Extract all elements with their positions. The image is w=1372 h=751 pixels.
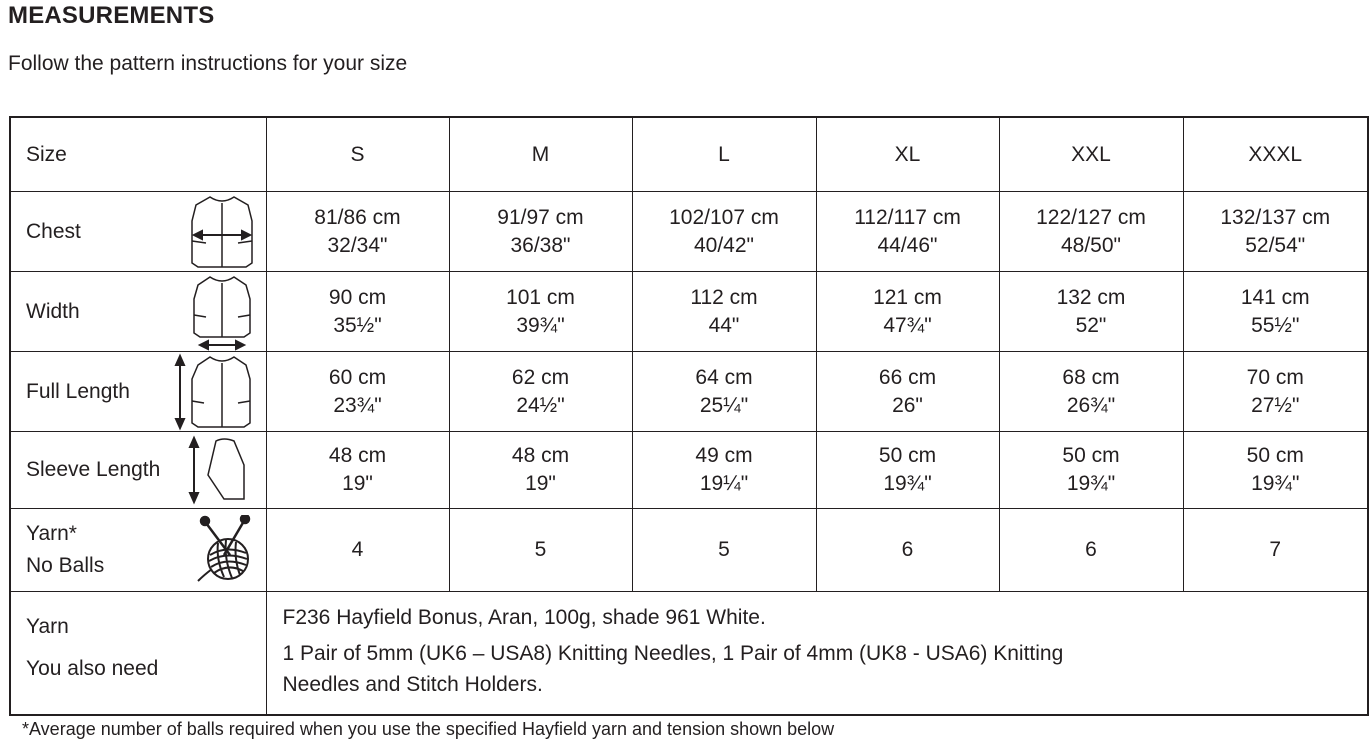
- chest-in: 36/38": [510, 233, 571, 257]
- sleeve-length-value-cell: [999, 432, 1183, 509]
- sleeve-length-in: 19¾": [883, 472, 932, 495]
- chest-cm: 102/107 cm: [669, 205, 779, 229]
- chest-cm: 112/117 cm: [854, 205, 961, 229]
- sleeve-length-in: 19": [525, 472, 556, 495]
- sleeve-length-in: 19¼": [699, 472, 749, 495]
- chest-cm: 91/97 cm: [497, 205, 584, 229]
- width-in: 35½": [333, 313, 382, 337]
- yarn-balls-label-cell: [10, 509, 266, 592]
- sleeve-length-label: Sleeve Length: [26, 458, 161, 481]
- sleeve-length-value-cell: [816, 432, 999, 509]
- full-length-value-cell: [816, 352, 999, 432]
- yarn-value: F236 Hayfield Bonus, Aran, 100g, shade 961 White.: [282, 606, 766, 629]
- yarn-balls-row: [10, 509, 1368, 592]
- width-value-cell: [999, 272, 1183, 352]
- width-value-cell: [266, 272, 449, 352]
- width-in: 47¾": [883, 313, 932, 337]
- chest-value-cell: [632, 192, 816, 272]
- width-in: 44": [708, 313, 740, 337]
- chest-cm: 81/86 cm: [314, 205, 401, 229]
- also-need-label: You also need: [26, 657, 159, 680]
- full-length-in: 26¾": [1066, 393, 1116, 417]
- sleeve-length-cm: 49 cm: [695, 444, 753, 467]
- size-header: XL: [816, 117, 999, 192]
- chest-label-cell: [10, 192, 266, 272]
- yarn-balls-value: 7: [1183, 509, 1368, 592]
- chest-value-cell: [816, 192, 999, 272]
- cardigan-length-icon: [172, 353, 256, 431]
- yarn-balls-value: 5: [632, 509, 816, 592]
- chest-in: 48/50": [1060, 233, 1121, 257]
- chest-in: 40/42": [693, 233, 754, 257]
- full-length-cm: 66 cm: [878, 365, 937, 389]
- size-label: Size: [10, 117, 266, 192]
- sleeve-length-label-cell: [10, 432, 266, 509]
- size-header: M: [449, 117, 632, 192]
- width-in: 39¾": [516, 313, 565, 337]
- size-header: S: [266, 117, 449, 192]
- width-cm: 90 cm: [328, 285, 387, 309]
- full-length-value-cell: [999, 352, 1183, 432]
- yarn-label: Yarn: [26, 615, 69, 638]
- yarn-details-label-cell: [10, 592, 266, 716]
- chest-in: 32/34": [327, 233, 388, 257]
- sleeve-length-cm: 50 cm: [1062, 444, 1120, 467]
- sleeve-length-cm: 50 cm: [1246, 444, 1304, 467]
- width-label: Width: [26, 299, 80, 323]
- chest-value-cell: [1183, 192, 1368, 272]
- sleeve-length-value-cell: [1183, 432, 1368, 509]
- size-header: XXL: [999, 117, 1183, 192]
- width-cm: 141 cm: [1240, 285, 1310, 309]
- also-need-value-line1: 1 Pair of 5mm (UK6 – USA8) Knitting Needles, 1 Pair of 4mm (UK8 - USA6) Knitting: [282, 642, 1064, 665]
- chest-value-cell: [449, 192, 632, 272]
- chest-in: 52/54": [1245, 233, 1306, 257]
- sleeve-length-cm: 48 cm: [328, 444, 387, 467]
- sleeve-length-icon: [186, 435, 256, 505]
- chest-value-cell: [999, 192, 1183, 272]
- cardigan-width-icon: [188, 273, 256, 351]
- width-cm: 132 cm: [1056, 285, 1126, 309]
- sleeve-length-in: 19¾": [1251, 472, 1300, 495]
- size-header: XXXL: [1183, 117, 1368, 192]
- full-length-label: Full Length: [26, 379, 130, 403]
- size-row: [10, 117, 1368, 192]
- full-length-cm: 64 cm: [695, 365, 753, 389]
- width-in: 52": [1075, 313, 1107, 337]
- yarn-balls-value: 6: [999, 509, 1183, 592]
- cardigan-chest-icon: [188, 193, 256, 271]
- also-need-value-line2: Needles and Stitch Holders.: [282, 673, 543, 696]
- yarn-details-row: [10, 592, 1368, 716]
- width-cm: 101 cm: [506, 285, 575, 309]
- width-row: [10, 272, 1368, 352]
- full-length-cm: 68 cm: [1062, 365, 1120, 389]
- full-length-value-cell: [266, 352, 449, 432]
- page-title: MEASUREMENTS: [8, 2, 215, 29]
- full-length-value-cell: [632, 352, 816, 432]
- page-subtitle: Follow the pattern instructions for your size: [8, 52, 408, 75]
- yarn-details-value-cell: [266, 592, 1368, 716]
- size-header: L: [632, 117, 816, 192]
- full-length-row: [10, 352, 1368, 432]
- sleeve-length-row: [10, 432, 1368, 509]
- chest-row: [10, 192, 1368, 272]
- chest-label: Chest: [26, 219, 81, 243]
- chest-cm: 132/137 cm: [1220, 205, 1331, 229]
- full-length-in: 27½": [1251, 393, 1300, 417]
- width-value-cell: [632, 272, 816, 352]
- width-value-cell: [816, 272, 999, 352]
- yarn-balls-value: 4: [266, 509, 449, 592]
- width-cm: 121 cm: [873, 285, 942, 309]
- chest-cm: 122/127 cm: [1036, 205, 1146, 229]
- sleeve-length-cm: 50 cm: [878, 444, 937, 467]
- chest-value-cell: [266, 192, 449, 272]
- sleeve-length-value-cell: [632, 432, 816, 509]
- sleeve-length-value-cell: [266, 432, 449, 509]
- sleeve-length-in: 19¾": [1066, 472, 1116, 495]
- full-length-label-cell: [10, 352, 266, 432]
- yarn-balls-label-line2: No Balls: [26, 554, 105, 577]
- yarn-ball-needles-icon: [196, 515, 256, 585]
- width-value-cell: [449, 272, 632, 352]
- width-in: 55½": [1251, 313, 1300, 337]
- footnote: *Average number of balls required when you use the specified Hayfield yarn and tension shown below: [22, 719, 835, 739]
- width-label-cell: [10, 272, 266, 352]
- full-length-cm: 62 cm: [511, 365, 570, 389]
- full-length-in: 26": [892, 393, 923, 417]
- yarn-balls-label-line1: Yarn*: [26, 522, 77, 545]
- full-length-in: 25¼": [699, 393, 749, 417]
- full-length-cm: 60 cm: [328, 365, 387, 389]
- sleeve-length-cm: 48 cm: [511, 444, 570, 467]
- width-cm: 112 cm: [690, 285, 758, 309]
- full-length-in: 23¾": [333, 393, 382, 417]
- yarn-balls-value: 5: [449, 509, 632, 592]
- sleeve-length-value-cell: [449, 432, 632, 509]
- width-value-cell: [1183, 272, 1368, 352]
- full-length-in: 24½": [516, 393, 565, 417]
- full-length-value-cell: [1183, 352, 1368, 432]
- measurements-table: [9, 116, 1369, 716]
- sleeve-length-in: 19": [342, 472, 373, 495]
- chest-in: 44/46": [877, 233, 938, 257]
- full-length-value-cell: [449, 352, 632, 432]
- full-length-cm: 70 cm: [1246, 365, 1304, 389]
- yarn-balls-value: 6: [816, 509, 999, 592]
